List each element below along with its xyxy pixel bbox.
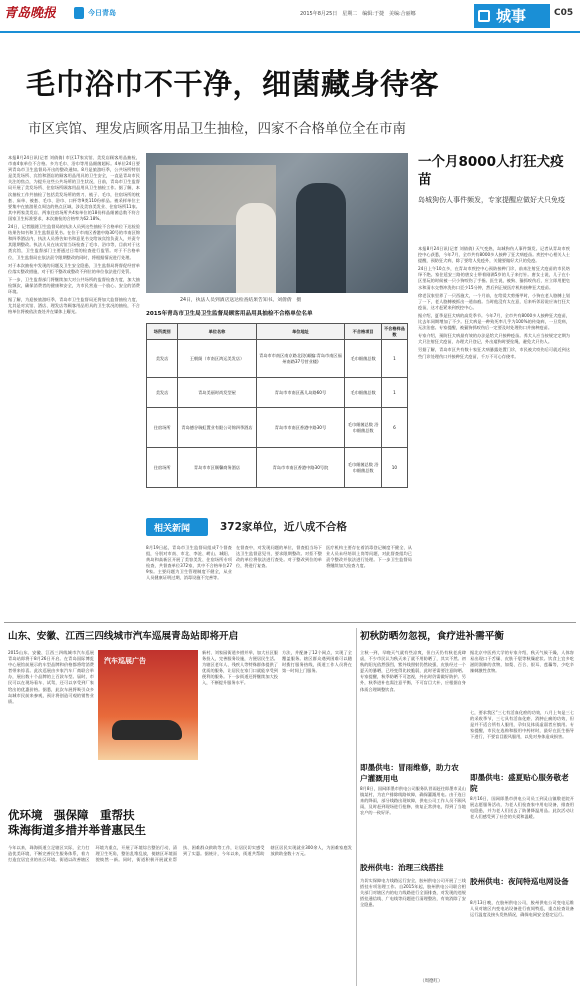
rabies-paragraph: 专家介绍，预防狂犬病最有效的办法是给犬只接种疫苗。养犬人应当按规定定期为犬只注射狂犬疫苗，办理犬只登记，外出遛狗时要拴绳，避免犬只伤人。 — [418, 333, 570, 345]
table-cell: 1 — [381, 340, 407, 378]
rabies-paragraph: 徐老汉家里养了一只西施犬，一个月前，在给爱犬剪指甲时，小狗在老人胳膊上划了一下，老人胳膊被抓出一道血痕。当时他没有太在意，后来听邻居说应该打狂犬疫苗，这才赶紧来到疾控中心。 — [418, 292, 570, 310]
table-header: 场所类别 — [147, 324, 178, 340]
masthead-divider — [0, 31, 580, 33]
jimo-service-headline: 即墨供电：盛夏贴心服务敬老院 — [470, 773, 569, 793]
car-expo-body: 2015山东、安徽、江西三四线城市汽车巡展青岛站即将于8月26日开启。在青岛国际博览中心展馆前展示的车型品牌和价格都将给消费者带来惊喜。此次巡展由多家汽车厂商联合举办，展出数十个品牌的上百款车型。届时，市民可以在现场看车、试驾，还可以享受到厂家给出的优惠价格。据悉，此次车展将吸引众多岛城市民前来参观，预计将创造可观的销售业绩。 — [8, 650, 94, 704]
table-header: 单位地址 — [256, 324, 345, 340]
table-cell: 王朝阁（市南区鸿运美发店） — [178, 340, 256, 378]
table-cell: 1 — [381, 378, 407, 408]
table-row — [147, 408, 408, 448]
jiaozhou-body: 为切实保障电力线路运行安全，胶州供电公司开展了三线搭挂专项治理工作。自2015年起，胶州供电公司联合相关部门对辖区内的电力线路进行全面排查，对发现的违规搭挂通信线、广电线等问题进行清理整治，有效消除了安全隐患。 — [360, 878, 466, 908]
jimo-power-headline: 即墨供电：冒雨维修，助力农户灌溉用电 — [360, 763, 459, 783]
rabies-body — [418, 246, 570, 616]
table-cell: 住宿场所 — [147, 408, 178, 448]
date-line: 2015年8月25日 星期二 编辑:于捷 美编:合丽娜 — [300, 11, 416, 17]
ad-title: 汽车巡展广告 — [104, 657, 146, 665]
table-cell: 青岛美丽时尚发型屋 — [178, 378, 256, 408]
unqualified-table — [146, 323, 408, 488]
table-cell: 住宿场所 — [147, 448, 178, 488]
sunscreen-headline: 初秋防晒勿忽视，食疗进补需平衡 — [360, 631, 504, 642]
newspaper-logo: 青岛晚报 — [4, 6, 57, 21]
table-cell: 青岛市市南区南京路北段(邮编:青岛市南区福州南路37号营业楼) — [256, 340, 345, 378]
sunscreen-body-2: 据北京中医药大学的专家介绍，秋天气候干燥，人体容易出现口干舌燥、皮肤干裂等秋燥症状。饮食上宜多吃滋阴润肺的食物，如梨、百合、银耳、莲藕等，少吃辛辣刺激性食物。 — [470, 650, 574, 674]
car-expo-body-col3: 新村、刘家园街道多措并举，加大社区服务投入，完善服务设施，方便居民生活。为辖区老年人、残疾人等特殊群体提供了优质的服务，让居民在家门口就能享受到便利的服务。下一步街道还将继续加大投入，不断提升服务水平。 — [202, 650, 278, 686]
table-cell: 青岛市市区顺馨商务酒店 — [178, 448, 256, 488]
lead-photo — [146, 153, 408, 293]
lead-paragraph: 下一步，卫生监督部门将继续加大对公共场所的监督检查力度，加大抽检频次，确保消费者的健康和安全，为市民营造一个放心、安全的消费环境。 — [8, 276, 140, 294]
table-cell: 青岛德谷瑞虹置业有限公司锦四季酒店 — [178, 408, 256, 448]
rabies-paragraph: 另据了解，青岛市区共有数十家狂犬病暴露处置门诊，市民被犬咬伤后可就近到这些门诊处理伤口并接种狂犬疫苗，千万不可心存侥幸。 — [418, 347, 570, 359]
lead-subhead: 市区宾馆、理发店顾客用品卫生抽检，四家不合格单位全在市南 — [28, 121, 406, 137]
page-number: C05 — [554, 8, 574, 18]
jimo-service-body: 8月16日，国网即墨市供电公司员工到灵山镇敬老院开展志愿服务活动，为老人们检查家中用电设备，排查用电隐患，并为老人们送去了防暑降温用品。此次活动让老人们感受到了社会的关爱和温暖。 — [470, 796, 574, 820]
section-name: 城事 — [496, 7, 527, 25]
table-cell: 美发店 — [147, 340, 178, 378]
sunscreen-body: 立秋一到，早晚天气就有些凉爽，但白天仍有秋老虎肆虐，不少市民认为秋天来了就不用防晒了，其实不然。初秋的阳光依然强烈，紫外线照射仍然较强，皮肤经过一个夏天的暴晒，已经变得比较脆弱，此时更需要注意防晒。专家提醒，秋季防晒不可忽视，外出时仍需做好防护。另外，秋季进补也需注意平衡，不可盲目大补，应根据自身体质合理调整饮食。 — [360, 650, 466, 692]
jiaozhou-headline: 胶州供电：治理三线搭挂 — [360, 863, 444, 872]
masthead — [0, 0, 580, 34]
table-cell: 青岛市市南区香港中路30号 — [256, 408, 345, 448]
related-body-col3: 医疗机构主要存在着消毒登记制度不健全、从业人员未经培训上岗等问题，对此督查组均已责令整改并依法进行处理。下一步卫生监督局将继续加大检查力度。 — [326, 545, 412, 569]
lead-paragraph: 据了解，为迎接旅游旺季，青岛市卫生监督局还将加大监督抽检力度，尤其是对宾馆、酒店、理发店等顾客用品用具的卫生状况的抽检，不合格单位将被依法查处并在媒体上曝光。 — [8, 297, 140, 315]
mid-divider — [356, 628, 357, 986]
rabies-paragraph: 本报8月24日讯(记者 刘倩倩) 天气变热，岛城狗伤人事件频发。记者从青岛市疾控中心获悉，今年7月，全市共有8000多人接种了狂犬病疫苗。疾控中心相关人士提醒，预防狂犬病，除了要给人免疫外，关键要做好犬只的免疫。 — [418, 246, 570, 264]
table-cell: 10 — [381, 448, 407, 488]
banner-stripe-icon — [478, 10, 490, 22]
jimo-power-body: 8月8日，国网即墨市供电公司服务队冒雨赶往即墨市灵山镇某村，为农户排除线路故障，确保灌溉用电。由于连日来的降雨，部分线路出现故障，供电公司工作人员不顾风雨，及时赶到现场进行抢修，恢复正常供电，得到了当地农户的一致好评。 — [360, 786, 466, 816]
lead-paragraph: 24日，记者跟随卫生监督局的执法人员到这些抽检不合格单位下达检验结果告知书和卫生监督意见书。在位于市南区香港中路30号的市南区锦和四季酒店内，执法人员将告知书和意见书交给该宾馆负责人，并责令其限期整改。执法人员在该宾馆当场检查了毛巾、浴巾等，目前对于这类宾馆，卫生监督部门主要通过日常的检查进行监管。对于不合格单位，卫生监督局在依法责令限期整改的同时，将根据情况进行处理。 — [8, 224, 140, 260]
table-header: 单位名称 — [178, 324, 256, 340]
car-expo-ad — [98, 650, 198, 760]
lead-paragraph: 对于本次抽检中发现的问题及卫生安全隐患，卫生监督局将督促经营单位落实整改措施，对于拒不整改或整改不到位的单位依法进行处罚。 — [8, 262, 140, 274]
lead-headline: 毛巾浴巾不干净，细菌藏身待客 — [26, 67, 440, 101]
car-expo-headline: 山东、安徽、江西三四线城市汽车巡展青岛站即将开启 — [8, 631, 239, 642]
section-tag: 今日青岛 — [88, 9, 116, 17]
section-tag-icon — [74, 7, 84, 19]
rabies-subhead: 岛城狗伤人事件频发，专家提醒应做好犬只免疫 — [418, 196, 565, 204]
table-header: 不合格样品数 — [381, 324, 407, 340]
table-header: 不合格项目 — [345, 324, 382, 340]
related-body-col1: 8月19日起，青岛市卫生监督局组成7个督查组，分别对市南、市北、李沧、崂山、城阳、黄岛和高新区开展了美容美发、住宿场所专项检查，共督查单位372家，其中不合格单位279家。主要问题为卫生管理制度不健全，从业人员健康证明过期，消毒设施不完善等。 — [146, 545, 232, 581]
rabies-paragraph: 24日上午10点多，在青岛市疾控中心预防接种门诊，前来注射狂犬疫苗的市民络绎不绝。家住延安三路的唐女士带着刚满5岁的儿子来打针。唐女士说，儿子在小区里玩的时候被一只小狗咬伤了手指。医生说，被狗、猫抓咬伤后，应立即用肥皂水和清水交替冲洗伤口至少15分钟，然后到正规医疗机构接种狂犬疫苗。 — [418, 266, 570, 290]
related-body-col2: 在督查中，对发现问题的单位，督查组当场下达卫生监督意见书，要求限期整改。对拒不整改的单位将依法进行查处。对于整改到位的单位，将进行复查。 — [236, 545, 322, 569]
jiaozhou-byline: （周德红） — [420, 979, 443, 984]
table-row — [147, 378, 408, 408]
table-cell: 青岛市市南区香港中路30号院 — [256, 448, 345, 488]
table-cell: 6 — [381, 408, 407, 448]
lead-body-col1 — [8, 155, 140, 545]
table-cell: 毛巾细菌总数 浴巾细菌总数 — [345, 448, 382, 488]
right-col-body: 七，要求我区“三七有活血化瘀的功效，八月上旬是三七的采收季节，三七具有活血化瘀、消肿止痛的功效，但是并不适合所有人服用，孕妇及体质虚弱者应慎用。专家提醒，市民在选购和服用中药材时，最好在医生指导下进行，不要盲目跟风服用，以免对身体造成损害。 — [470, 710, 574, 740]
table-cell: 毛巾细菌总数 — [345, 340, 382, 378]
table-cell: 毛巾细菌总数 — [345, 378, 382, 408]
table-cell: 毛巾细菌总数 浴巾细菌总数 — [345, 408, 382, 448]
table-row — [147, 340, 408, 378]
service-body: 今年以来，珠海街道立足辖区实际，全力打造优美环境，不断完善民生服务体系，着力打造宜居宜业的社区环境。街道以改善辖区环境为重点，开展了环境综合整治行动，清理卫生死角，整治乱堆乱放，使辖区环境面貌焕然一新。同时，街道积极开展就业帮扶、困难群众救助等工作，让居民切实感受到了实惠。据统计，今年以来，街道共帮助辖区居民实现就业300余人，为困难家庭发放救助金数十万元。 — [8, 845, 352, 863]
car-icon — [112, 720, 182, 740]
service-headline: 优环境 强保障 重帮扶 珠海街道多措并举普惠民生 — [8, 808, 146, 837]
related-label: 相关新闻 — [154, 524, 191, 534]
table-title: 2015年青岛市卫生局卫生监督局顾客用品用具抽检不合格单位名单 — [146, 311, 313, 317]
photo-figure — [236, 203, 276, 293]
table-cell: 美发店 — [147, 378, 178, 408]
jiaozhou-patrol-headline: 胶州供电：夜间特巡电网设备 — [470, 877, 569, 886]
photo-caption: 24日，执法人员到酒店送达检查结果告知书。刘倩倩 摄 — [180, 298, 302, 303]
lead-paragraph: 本报8月24日讯(记者 刘倩倩) 市区17家宾馆、美发店顾客用品抽检，市南4家单位不合格。多为毛巾、浴巾等用品细菌超标。4单位24日要到青岛市卫生监督局开出的整改通知。8月是旅游旺季，公共场所特别是美发场所、宾馆和酒店的顾客用品用具的卫生安全，一直是青岛市民关注的焦点，为提升这些公共场所的卫生状况，日前，青岛市卫生监督局开展了美发场所、住宿场所顾客用品用具卫生抽检工作。据了解，本次抽检工作共抽检了包括美发场所的剪刀、梳子、毛巾，住宿场所的枕套、床单、被套、毛巾、浴巾、口杯等9类110份样品。被采样单位主要集中在旅游景点周边的热点区域，涉及美容美发业、住宿场所11家。其中两家美发店、两家住宿场所共4家单位的18份样品细菌总数不符合国家卫生标准要求，本次抽检的合格率为62.18%。 — [8, 155, 140, 221]
rabies-headline: 一个月8000人打狂犬疫苗 — [418, 154, 564, 188]
section-banner — [474, 4, 550, 28]
related-label-box — [146, 518, 208, 536]
car-expo-body-col4: 方法，并配备了12个网点，实现了全覆盖服务。辖区群众遇到困难可以随时拨打服务热线，街道工作人员将在第一时间上门服务。 — [282, 650, 352, 674]
table-cell: 青岛市市南区燕儿岛路60号 — [256, 378, 345, 408]
table-row — [147, 448, 408, 488]
section-divider — [4, 622, 576, 623]
photo-figure — [296, 183, 346, 293]
table-section — [146, 305, 408, 513]
related-headline: 372家单位，近八成不合格 — [220, 521, 347, 533]
jiaozhou-patrol-body: 8月13日晚，在胶州供电公司，胶州供电公司变电运维人员对辖区内变电站设备进行夜间特巡，重点检查设备运行温度及接头发热情况，确保电网安全稳定运行。 — [470, 900, 574, 918]
rabies-paragraph: 据介绍，夏季是狂犬病的高发季节。今年7月，全市共有8000多人接种狂犬疫苗，比去年同期增加了不少。狂犬病是一种致死率几乎为100%的传染病，一旦发病，无法治愈。专家提醒，被猫狗抓咬伤后一定要及时处理伤口并接种疫苗。 — [418, 312, 570, 331]
